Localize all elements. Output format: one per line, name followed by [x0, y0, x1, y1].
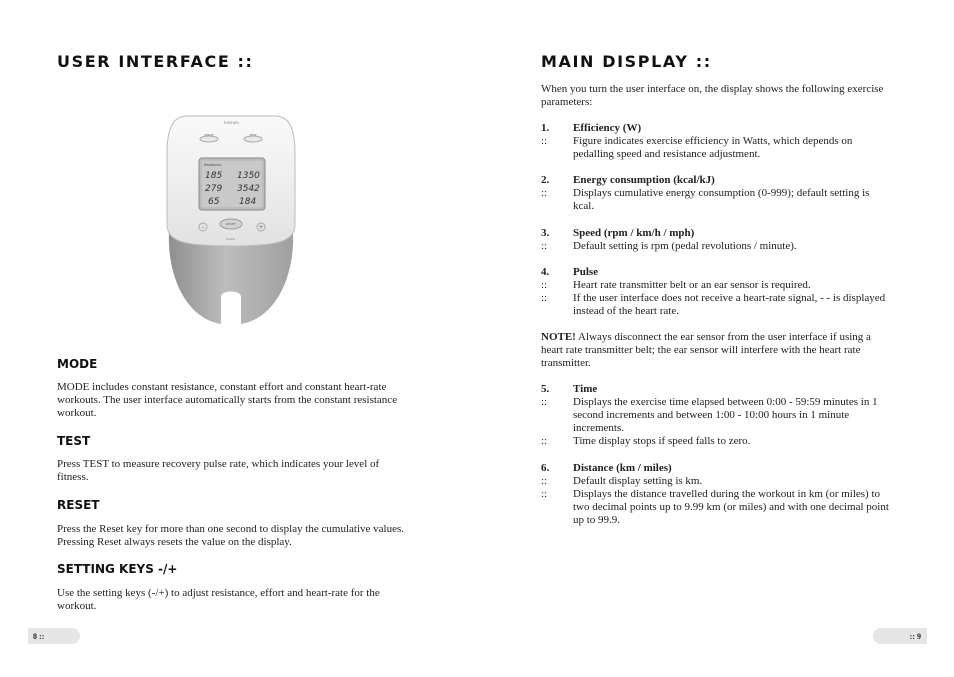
param-number: 2.: [541, 174, 550, 186]
reset-heading: RESET: [57, 498, 100, 512]
param-number: 4.: [541, 266, 550, 278]
bullet: ::: [541, 396, 548, 408]
device-mode-label: MODE: [204, 133, 214, 137]
param-line: Figure indicates exercise efficiency in Watts, which depends on pedalling speed and resistance adjustment.: [573, 135, 853, 160]
param-number: 6.: [541, 462, 550, 474]
display-reading-6: 184: [239, 197, 257, 207]
param-item-time: [541, 383, 893, 448]
param-title: Pulse: [573, 266, 599, 278]
param-item-distance: [541, 462, 893, 527]
main-display-heading: MAIN DISPLAY ::: [541, 52, 712, 71]
page-number-left: 8 ::: [28, 628, 80, 644]
param-line: Displays the distance travelled during the workout in km (or miles) to two decimal points up to 9.99 km (or miles) and with one decimal point up to 99.9.: [573, 488, 889, 526]
user-interface-heading: USER INTERFACE ::: [57, 52, 254, 71]
display-reading-1: 185: [205, 171, 223, 181]
bullet: ::: [541, 279, 548, 291]
param-title: Energy consumption (kcal/kJ): [573, 174, 715, 186]
user-interface-device-image: [165, 114, 297, 326]
device-test-label: TEST: [249, 133, 257, 137]
bullet: ::: [541, 292, 548, 304]
device-reset-label: RESET: [226, 222, 236, 226]
param-number: 1.: [541, 122, 550, 134]
param-title: Distance (km / miles): [573, 462, 672, 474]
bullet: ::: [541, 240, 548, 252]
param-item-efficiency: [541, 122, 893, 161]
bullet: ::: [541, 488, 548, 500]
param-line: Default setting is rpm (pedal revolutions / minute).: [573, 240, 797, 252]
device-minus-label: –: [201, 224, 205, 231]
display-reading-5: 65: [208, 197, 220, 207]
param-item-pulse: [541, 266, 893, 318]
display-reading-2: 1350: [237, 171, 260, 181]
bullet: ::: [541, 435, 548, 447]
test-body: Press TEST to measure recovery pulse rate, which indicates your level of fitness.: [57, 458, 380, 483]
test-heading: TEST: [57, 434, 91, 448]
device-display-title: Resistance: [204, 163, 222, 167]
note-paragraph: [541, 331, 893, 370]
param-line: If the user interface does not receive a heart-rate signal, - - is displayed instead of the heart rate.: [573, 292, 886, 317]
param-number: 3.: [541, 227, 550, 239]
param-title: Efficiency (W): [573, 122, 642, 134]
param-line: Time display stops if speed falls to zero.: [573, 435, 751, 447]
param-line: Heart rate transmitter belt or an ear sensor is required.: [573, 279, 811, 291]
param-item-energy: [541, 174, 893, 213]
device-plus-label: +: [258, 224, 264, 231]
device-power-label: Power: [226, 237, 236, 241]
setting-keys-heading: SETTING KEYS -/+: [57, 562, 178, 576]
main-display-intro: When you turn the user interface on, the display shows the following exercise parameters:: [541, 83, 884, 108]
reset-body: Press the Reset key for more than one second to display the cumulative values. Pressing Reset always resets the value on the display.: [57, 523, 405, 548]
param-line: Displays cumulative energy consumption (0-999); default setting is kcal.: [573, 187, 870, 212]
bullet: ::: [541, 187, 548, 199]
mode-heading: MODE: [57, 357, 98, 371]
device-brand-label: TUNTURI: [223, 121, 239, 125]
param-line: Default display setting is km.: [573, 475, 703, 487]
param-title: Time: [573, 383, 598, 395]
display-reading-4: 3542: [237, 184, 260, 194]
param-line: Displays the exercise time elapsed between 0:00 - 59:59 minutes in 1 second increments and between 1:00 - 10:00 hours in 1 minute increments.: [573, 396, 878, 434]
setting-keys-body: Use the setting keys (-/+) to adjust resistance, effort and heart-rate for the workout.: [57, 587, 380, 612]
param-title: Speed (rpm / km/h / mph): [573, 227, 695, 239]
mode-body: MODE includes constant resistance, constant effort and constant heart-rate workouts. The user interface automatically starts from the constant resistance workout.: [57, 381, 398, 419]
note-text: Always disconnect the ear sensor from the user interface if using a heart rate transmitter belt; the ear sensor will interfere with the heart rate transmitter.: [541, 331, 871, 369]
param-number: 5.: [541, 383, 550, 395]
param-item-speed: [541, 227, 893, 253]
display-reading-3: 279: [205, 184, 223, 194]
page-number-right: :: 9: [873, 628, 927, 644]
bullet: ::: [541, 135, 548, 147]
note-label: NOTE!: [541, 331, 576, 343]
bullet: ::: [541, 475, 548, 487]
